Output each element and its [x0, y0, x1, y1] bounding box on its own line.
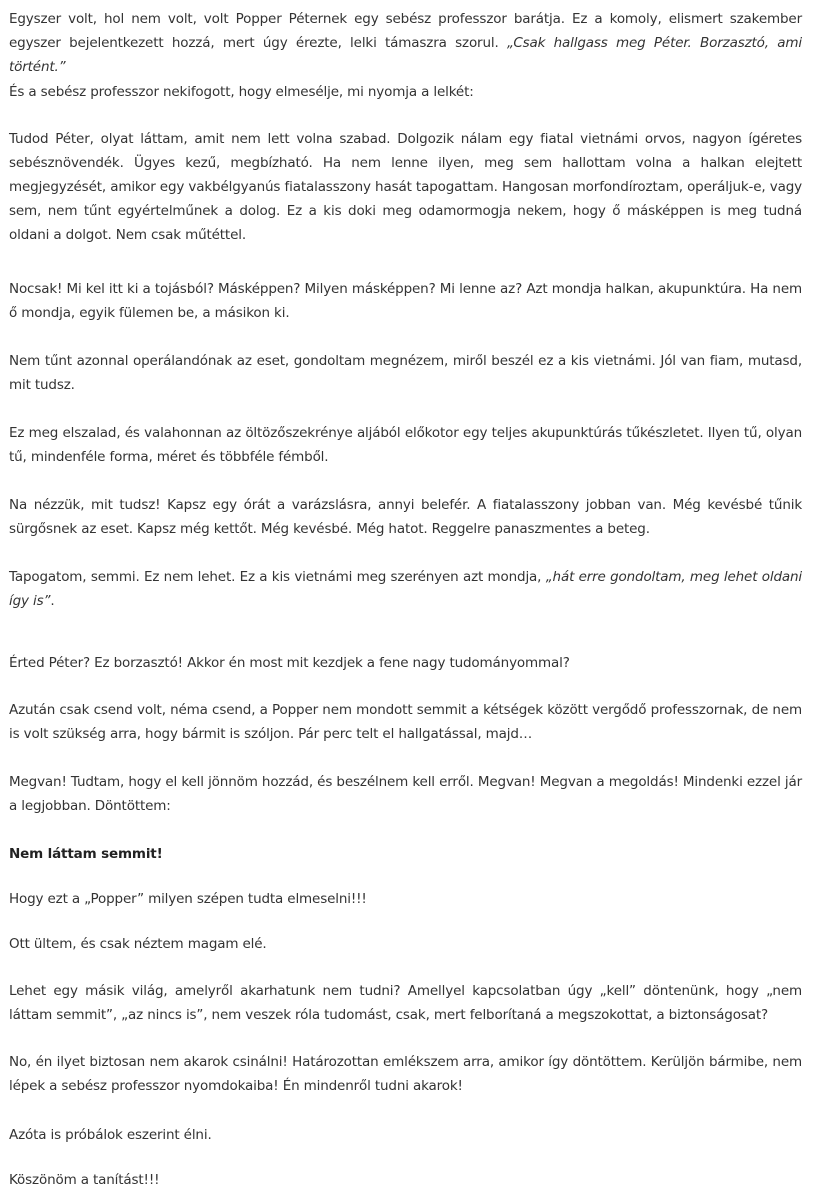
- paragraph-1: [9, 7, 802, 79]
- paragraph-8-tail: .: [50, 593, 55, 609]
- paragraph-14: Ott ültem, és csak néztem magam elé.: [9, 936, 267, 952]
- paragraph-2: És a sebész professzor nekifogott, hogy elmesélje, mi nyomja a lelkét:: [9, 84, 474, 100]
- paragraph-16: No, én ilyet biztosan nem akarok csinálni! Határozottan emlékszem arra, amikor így döntöttem. Kerüljön bármibe, nem lépek a sebész professzor nyomdokaiba! Én mindenről tudni akarok!: [9, 1054, 802, 1094]
- paragraph-8-quote: „hát erre gondoltam, meg lehet oldani így is”: [9, 569, 802, 609]
- paragraph-1-text: Egyszer volt, hol nem volt, volt Popper Péternek egy sebész professzor barátja. Ez a komoly, elismert szakember egyszer bejelentkezett hozzá, mert úgy érezte, lelki támaszra szorul.: [9, 11, 802, 51]
- paragraph-11: Megvan! Tudtam, hogy el kell jönnöm hozzád, és beszélnem kell erről. Megvan! Megvan a megoldás! Mindenki ezzel jár a legjobban. Döntöttem:: [9, 774, 802, 814]
- paragraph-8: [9, 565, 802, 613]
- paragraph-17: Azóta is próbálok eszerint élni.: [9, 1127, 212, 1143]
- paragraph-8-text: Tapogatom, semmi. Ez nem lehet. Ez a kis vietnámi meg szerényen azt mondja,: [9, 569, 546, 585]
- paragraph-4: Nocsak! Mi kel itt ki a tojásból? Másképpen? Milyen másképpen? Mi lenne az? Azt mondja halkan, akupunktúra. Ha nem ő mondja, egyik fülemen be, a másikon ki.: [9, 281, 802, 321]
- paragraph-1-quote: „Csak hallgass meg Péter. Borzasztó, ami történt.”: [9, 35, 803, 75]
- paragraph-5: Nem tűnt azonnal operálandónak az eset, gondoltam megnézem, miről beszél ez a kis vietnámi. Jól van fiam, mutasd, mit tudsz.: [9, 353, 802, 393]
- paragraph-12-bold: Nem láttam semmit!: [9, 846, 163, 862]
- paragraph-9: Érted Péter? Ez borzasztó! Akkor én most mit kezdjek a fene nagy tudományommal?: [9, 655, 570, 671]
- paragraph-6: Ez meg elszalad, és valahonnan az öltözőszekrénye aljából előkotor egy teljes akupunktúrás tűkészletet. Ilyen tű, olyan tű, mindenféle forma, méret és többféle fémből.: [9, 425, 802, 465]
- paragraph-18: Köszönöm a tanítást!!!: [9, 1172, 160, 1188]
- paragraph-7: Na nézzük, mit tudsz! Kapsz egy órát a varázslásra, annyi belefér. A fiatalasszony jobban van. Még kevésbé tűnik sürgősnek az eset. Kapsz még kettőt. Még kevésbé. Még hatot. Reggelre panaszmentes a beteg.: [9, 497, 802, 537]
- paragraph-3: Tudod Péter, olyat láttam, amit nem lett volna szabad. Dolgozik nálam egy fiatal vietnámi orvos, nagyon ígéretes sebésznövendék. Ügyes kezű, megbízható. Ha nem lenne ilyen, meg sem hallottam volna a halkan elejtett megjegyzését, amikor egy vakbélgyanús fiatalasszony hasát tapogattam. Hangosan morfondíroztam, operáljuk-e, vagy sem, nem tűnt egyértelműnek a dolog. Ez a kis doki meg odamormogja nekem, hogy ő másképpen is meg tudná oldani a dolgot. Nem csak műtéttel.: [9, 131, 802, 243]
- paragraph-13: Hogy ezt a „Popper” milyen szépen tudta elmeselni!!!: [9, 891, 367, 907]
- paragraph-10: Azután csak csend volt, néma csend, a Popper nem mondott semmit a kétségek között vergődő professzornak, de nem is volt szükség arra, hogy bármit is szóljon. Pár perc telt el hallgatással, majd…: [9, 702, 802, 742]
- paragraph-15: Lehet egy másik világ, amelyről akarhatunk nem tudni? Amellyel kapcsolatban úgy „kell” döntenünk, hogy „nem láttam semmit”, „az nincs is”, nem veszek róla tudomást, csak, mert felborítaná a megszokottat, a biztonságosat?: [9, 983, 802, 1023]
